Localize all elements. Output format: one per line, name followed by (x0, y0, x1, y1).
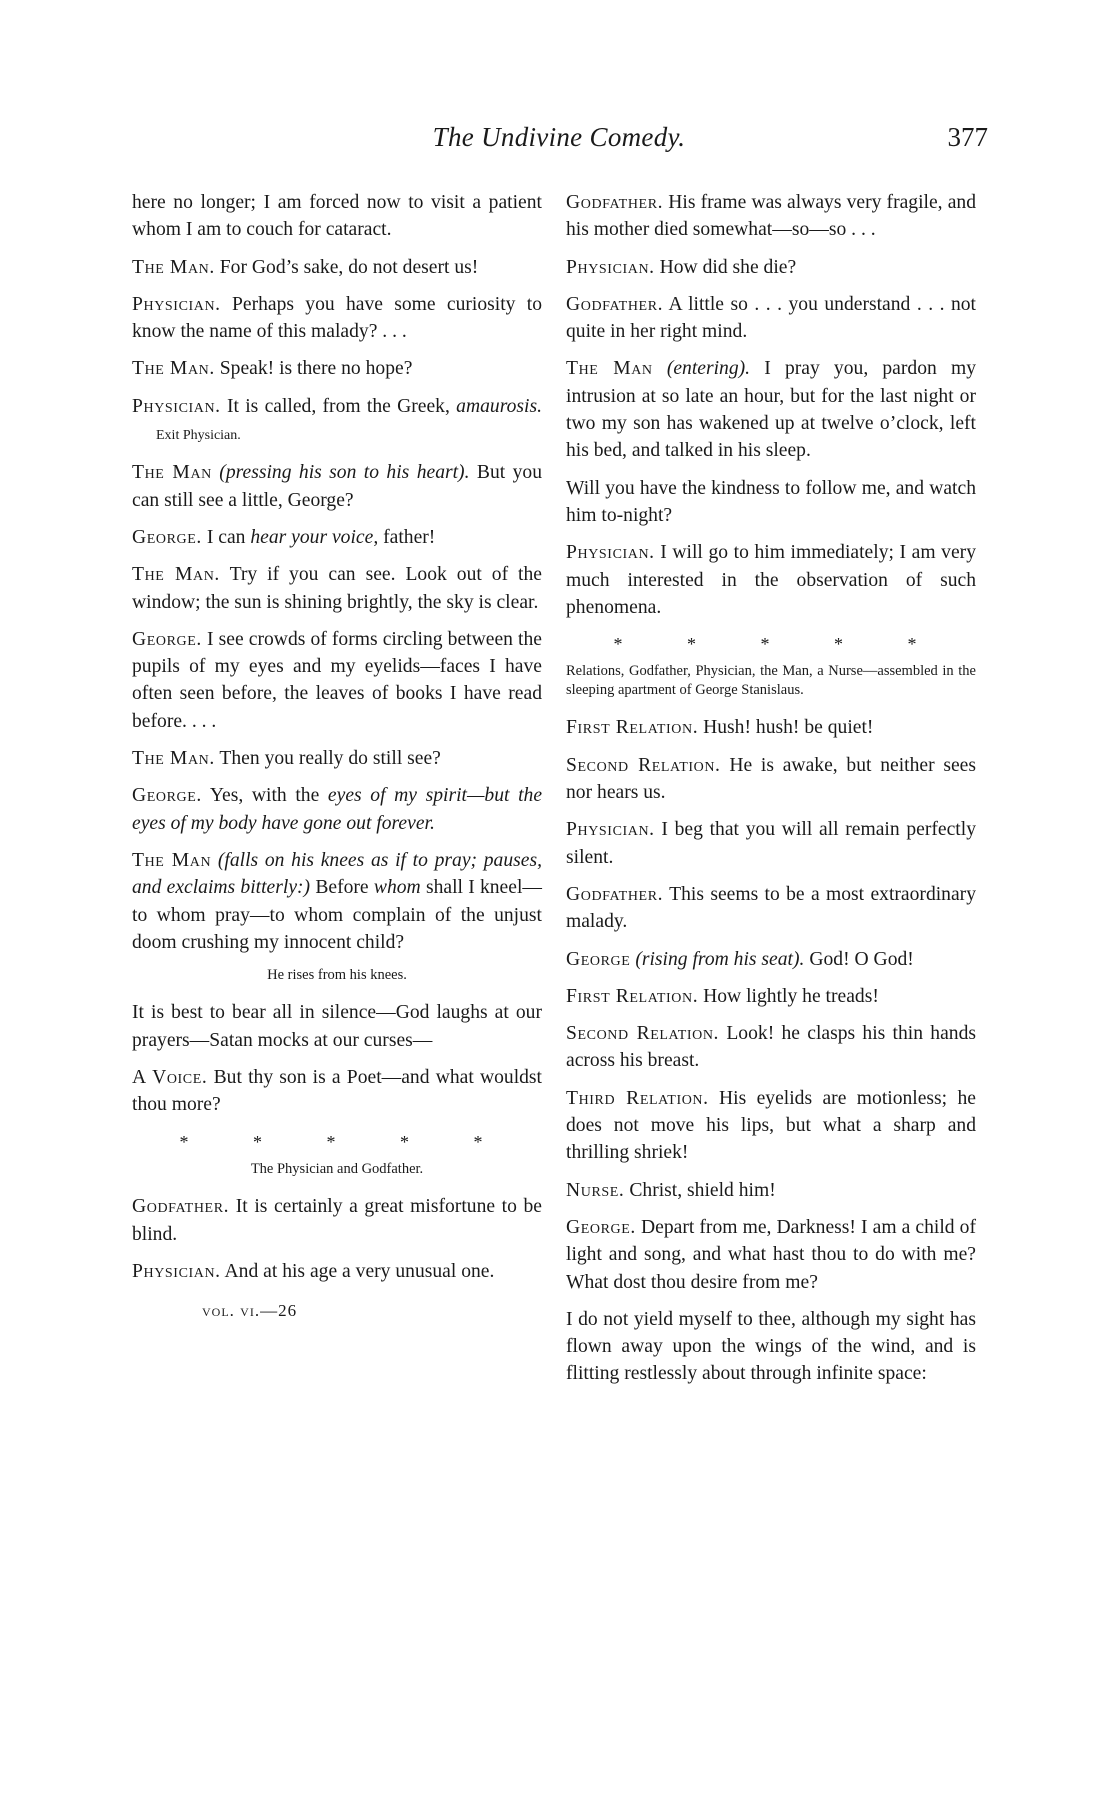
dialogue-line (132, 1193, 542, 1248)
speaker-name: Physician. (566, 542, 655, 564)
dialogue-text: His frame was always very fragile, and his mother died somewhat—so—so . . . (566, 192, 976, 241)
dialogue-line (566, 946, 976, 973)
dialogue-line (566, 1177, 976, 1204)
stage-direction: He rises from his knees. (267, 967, 407, 984)
dialogue-text: But thy son is a Poet—and what wouldst thou more? (132, 1067, 543, 1116)
signature-mark (132, 1297, 542, 1324)
dialogue-line (132, 1064, 542, 1119)
dialogue-text: shall I kneel—to whom pray—to whom complain of the unjust doom crushing my innocent child? (132, 877, 542, 953)
running-title: The Undivine Comedy. (432, 122, 686, 152)
speaker-name: Third Relation. (566, 1087, 709, 1109)
dialogue-text: God! O God! (809, 948, 914, 970)
dialogue-text: How lightly he treads! (703, 985, 879, 1007)
dialogue-line (566, 752, 976, 807)
dialogue-text: Speak! is there no hope? (219, 358, 413, 380)
speaker-name: The Man (132, 849, 212, 871)
dialogue-line (132, 524, 542, 551)
dialogue-italic: hear your voice, (250, 526, 379, 548)
dialogue-line (132, 254, 542, 281)
dialogue-line (132, 561, 542, 616)
dialogue-text: But you can still see a little, George? (132, 462, 542, 511)
left-column (132, 189, 542, 1324)
speaker-name: The Man. (132, 564, 220, 586)
scene-direction: Relations, Godfather, Physician, the Man, a Nurse—assembled in the sleeping apartment of George Stanislaus. (566, 663, 976, 699)
dialogue-italic: amaurosis. (456, 395, 542, 417)
speaker-name: Physician. (566, 256, 655, 278)
page-header (130, 122, 988, 162)
paragraph: I do not yield myself to thee, although my sight has flown away upon the wings of the wind, and is flitting restlessly about through infinite space: (566, 1308, 976, 1385)
dialogue-line (566, 816, 976, 871)
dialogue-text: Yes, with the (209, 785, 320, 807)
dialogue-italic: whom (373, 877, 421, 899)
dialogue-line (132, 745, 542, 772)
dialogue-text: Look! he clasps his thin hands across his breast. (566, 1023, 976, 1072)
dialogue-text: Perhaps you have some curiosity to know the name of this malady? . . . (132, 293, 542, 343)
page-number: 377 (947, 122, 988, 152)
dialogue-text: I see crowds of forms circling between the pupils of my eyes and my eyelids—faces I have often seen before, the leaves of books I have read before. . . . (132, 628, 542, 732)
speaker-name: The Man. (132, 358, 215, 380)
dialogue-text: Depart from me, Darkness! I am a child of light and song, and what hast thou to do with me? What dost thou desire from me? (566, 1216, 977, 1293)
dialogue-text: Christ, shield him! (629, 1179, 776, 1201)
dialogue-line (566, 539, 976, 621)
speaker-name: George. (132, 526, 202, 548)
dialogue-text: His eyelids are motionless; he does not move his lips, but what a sharp and thrilling shriek! (566, 1087, 976, 1164)
dialogue-text: This seems to be a most extraordinary malady. (566, 883, 977, 933)
stage-direction: Exit Physician. (156, 428, 241, 444)
dialogue-line (132, 459, 542, 514)
stage-direction: (pressing his son to his heart). (219, 462, 470, 484)
dialogue-line (132, 626, 542, 735)
dialogue-text: father! (383, 526, 436, 548)
dialogue-line (566, 983, 976, 1010)
right-column (566, 189, 976, 1398)
paragraph: It is best to bear all in silence—God laughs at our prayers—Satan mocks at our curses— (132, 1002, 542, 1051)
dialogue-line (566, 254, 976, 281)
dialogue-line (132, 355, 542, 382)
speaker-name: The Man. (132, 256, 215, 278)
section-break: * * * * * (179, 1131, 513, 1152)
dialogue-text: A little so . . . you understand . . . not quite in her right mind. (566, 293, 976, 343)
dialogue-text: I pray you, pardon my intrusion at so late an hour, but for the last night or two my son has wakened up at twelve o’clock, left his bed, and talked in his sleep. (566, 358, 976, 462)
speaker-name: George. (132, 628, 202, 650)
speaker-name: Physician. (566, 819, 655, 841)
dialogue-line (566, 291, 976, 346)
dialogue-text: It is certainly a great misfortune to be blind. (132, 1196, 542, 1245)
speaker-name: A Voice. (132, 1067, 208, 1089)
dialogue-text: Hush! hush! be quiet! (703, 717, 874, 739)
speaker-name: George (566, 948, 631, 970)
dialogue-text: How did she die? (659, 256, 797, 278)
dialogue-text: Before (315, 877, 369, 899)
dialogue-line (566, 881, 976, 936)
section-break: * * * * * (613, 634, 947, 655)
scene-direction: The Physician and Godfather. (250, 1160, 424, 1177)
dialogue-text: Try if you can see. Look out of the window; the sun is shining brightly, the sky is clear. (132, 564, 542, 613)
speaker-name: Godfather. (566, 192, 664, 213)
speaker-name: Godfather. (566, 883, 664, 905)
dialogue-text: It is called, from the Greek, (226, 395, 450, 417)
dialogue-text: And at his age a very unusual one. (224, 1260, 495, 1282)
speaker-name: Second Relation. (566, 754, 721, 776)
dialogue-line (566, 189, 976, 244)
speaker-name: Physician. (132, 395, 221, 417)
speaker-name: Second Relation. (566, 1023, 720, 1045)
dialogue-line (566, 1085, 976, 1167)
dialogue-line (132, 782, 542, 837)
speaker-name: First Relation. (566, 717, 699, 739)
speaker-name: Godfather. (132, 1196, 230, 1218)
dialogue-text: Then you really do still see? (219, 748, 441, 770)
dialogue-text: I will go to him immediately; I am very much interested in the observation of such phenomena. (566, 542, 976, 618)
stage-direction: (entering). (666, 358, 751, 380)
speaker-name: The Man (132, 462, 212, 484)
speaker-name: Godfather. (566, 293, 664, 315)
speaker-name: The Man. (132, 748, 215, 770)
dialogue-line (566, 1020, 976, 1075)
stage-direction: (falls on his knees as if to pray; pauses, and exclaims bitterly:) (132, 849, 542, 899)
speaker-name: George. (132, 785, 202, 807)
speaker-name: The Man (566, 358, 653, 380)
dialogue-line (132, 291, 542, 346)
stage-direction: (rising from his seat). (635, 948, 805, 970)
dialogue-text: I can (206, 526, 246, 548)
speaker-name: Physician. (132, 1260, 221, 1282)
dialogue-line (566, 355, 976, 464)
dialogue-line (132, 1258, 542, 1285)
paragraph: here no longer; I am forced now to visit a patient whom I am to couch for cataract. (132, 192, 542, 241)
paragraph: Will you have the kindness to follow me, and watch him to-night? (566, 477, 976, 526)
dialogue-line (566, 1214, 976, 1296)
speaker-name: Nurse. (566, 1179, 625, 1201)
speaker-name: Physician. (132, 293, 221, 315)
dialogue-italic: eyes of my spirit—but the eyes of my body have gone out forever. (132, 785, 543, 834)
dialogue-text: He is awake, but neither sees nor hears us. (566, 754, 976, 804)
dialogue-line (566, 714, 976, 741)
dialogue-text: For God’s sake, do not desert us! (219, 256, 479, 278)
speaker-name: First Relation. (566, 985, 699, 1007)
dialogue-line (132, 393, 542, 450)
signature-text: vol. vi.—26 (202, 1301, 298, 1321)
dialogue-text: I beg that you will all remain perfectly silent. (566, 819, 976, 868)
speaker-name: George. (566, 1216, 636, 1238)
dialogue-line (132, 847, 542, 956)
